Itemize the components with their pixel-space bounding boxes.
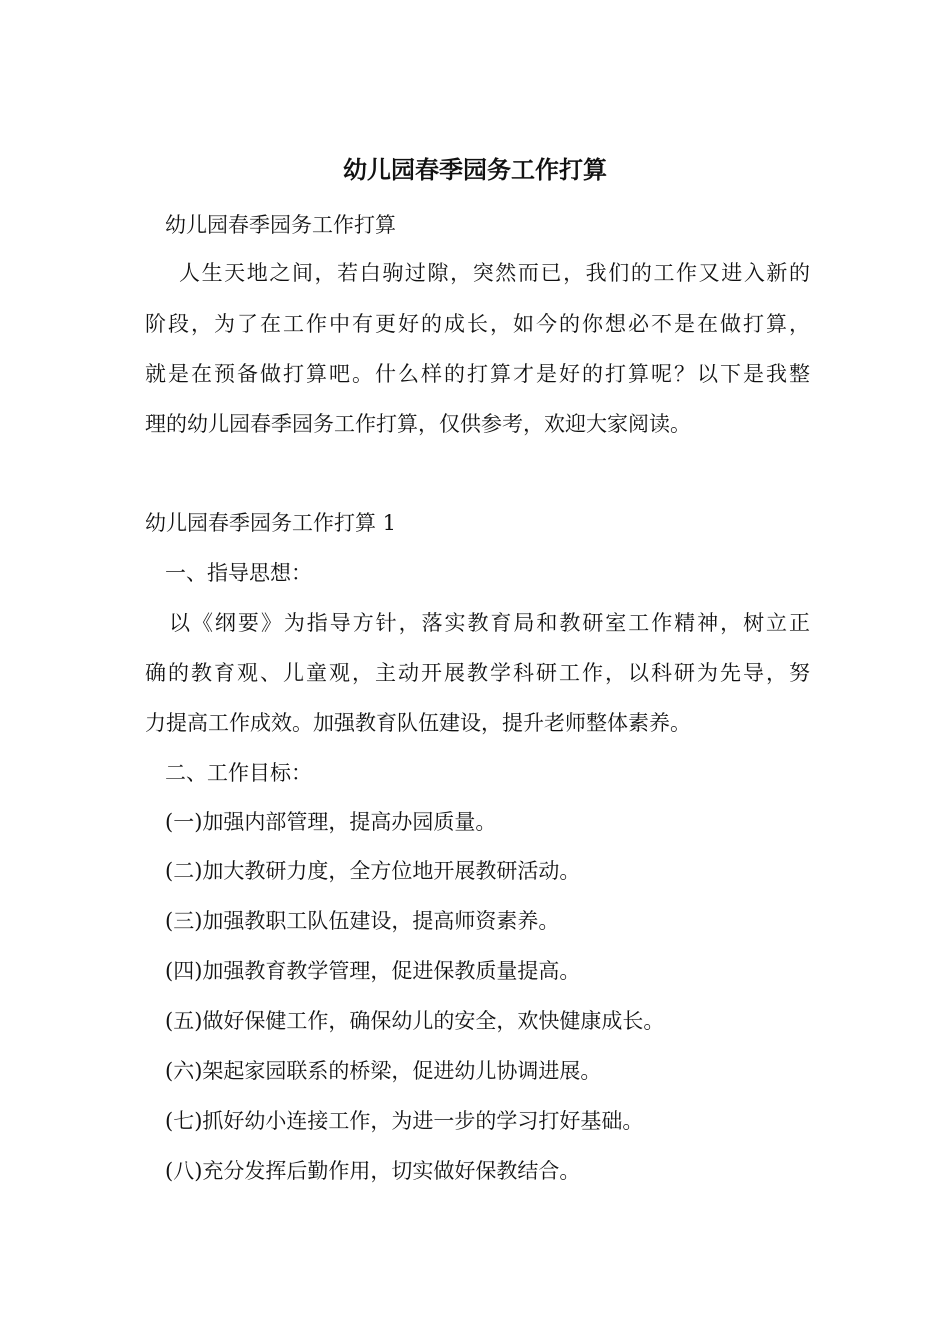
section-heading: 幼儿园春季园务工作打算 1: [145, 511, 397, 535]
goal-item: (三)加强教职工队伍建设，提高师资素养。: [165, 909, 560, 933]
goal-item: (五)做好保健工作，确保幼儿的安全，欢快健康成长。: [165, 1009, 665, 1033]
part1-line-2: 确的教育观、儿童观，主动开展教学科研工作，以科研为先导，努: [145, 661, 810, 685]
goal-item: (六)架起家园联系的桥梁，促进幼儿协调进展。: [165, 1059, 602, 1083]
intro-line-4: 理的幼儿园春季园务工作打算，仅供参考，欢迎大家阅读。: [145, 412, 691, 436]
goal-item: (四)加强教育教学管理，促进保教质量提高。: [165, 959, 581, 983]
part2-heading: 二、工作目标：: [165, 761, 312, 785]
goal-item: (一)加强内部管理，提高办园质量。: [165, 810, 497, 834]
part1-line-1: 以《纲要》为指导方针，落实教育局和教研室工作精神，树立正: [169, 611, 810, 635]
intro-line-2: 阶段，为了在工作中有更好的成长，如今的你想必不是在做打算，: [145, 312, 810, 336]
document-subtitle: 幼儿园春季园务工作打算: [165, 213, 396, 237]
part1-heading: 一、指导思想：: [165, 561, 312, 585]
document-title: 幼儿园春季园务工作打算: [343, 156, 607, 184]
goal-item: (七)抓好幼小连接工作，为进一步的学习打好基础。: [165, 1109, 644, 1133]
goal-item: (二)加大教研力度，全方位地开展教研活动。: [165, 859, 581, 883]
part1-line-3: 力提高工作成效。加强教育队伍建设，提升老师整体素养。: [145, 711, 691, 735]
goal-item: (八)充分发挥后勤作用，切实做好保教结合。: [165, 1159, 581, 1183]
intro-line-3: 就是在预备做打算吧。什么样的打算才是好的打算呢？以下是我整: [145, 362, 810, 386]
intro-line-1: 人生天地之间，若白驹过隙，突然而已，我们的工作又进入新的: [179, 261, 810, 285]
